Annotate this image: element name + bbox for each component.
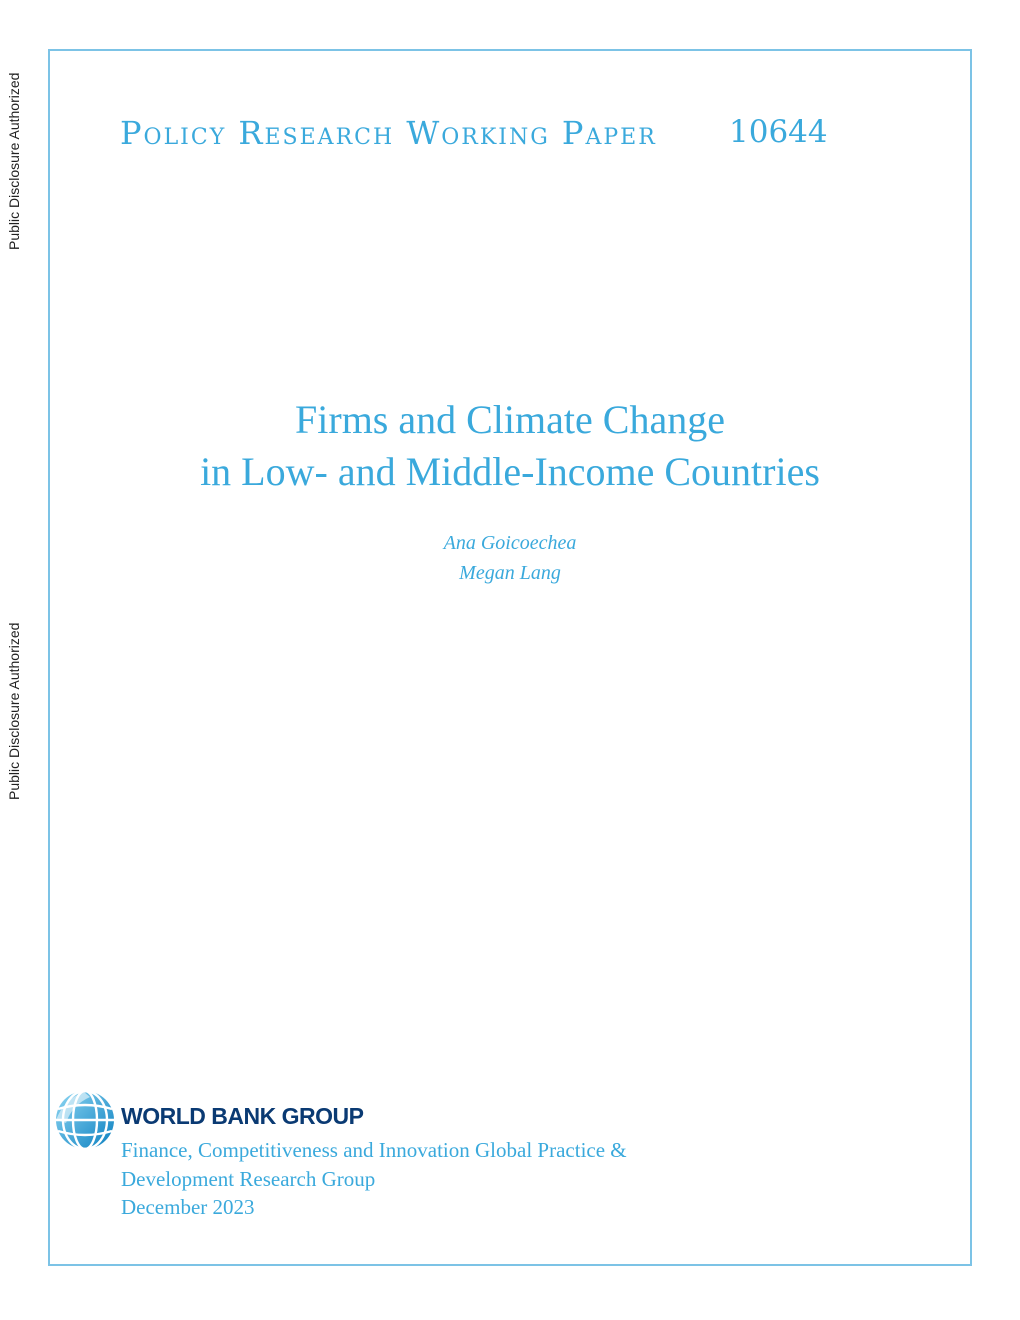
author-name: Megan Lang	[459, 562, 561, 584]
world-bank-group-logo-text: WORLD BANK GROUP	[121, 1103, 364, 1129]
cover-footer	[121, 1136, 627, 1222]
series-title: Policy Research Working Paper	[120, 114, 657, 152]
public-disclosure-label: Public Disclosure Authorized	[6, 72, 22, 250]
author-name: Ana Goicoechea	[443, 532, 577, 554]
practice-line-2: Development Research Group	[121, 1166, 376, 1191]
practice-line-1: Finance, Competitiveness and Innovation Global Practice &	[121, 1138, 627, 1162]
title-line-2: in Low- and Middle-Income Countries	[200, 449, 820, 494]
paper-number: 10644	[729, 114, 828, 150]
cover-frame	[48, 49, 972, 1266]
world-bank-globe-icon	[54, 1089, 116, 1151]
publication-date: December 2023	[121, 1195, 255, 1219]
public-disclosure-label: Public Disclosure Authorized	[6, 622, 22, 800]
author-list	[0, 528, 1020, 588]
title-line-1: Firms and Climate Change	[295, 397, 725, 442]
paper-title	[0, 394, 1020, 498]
